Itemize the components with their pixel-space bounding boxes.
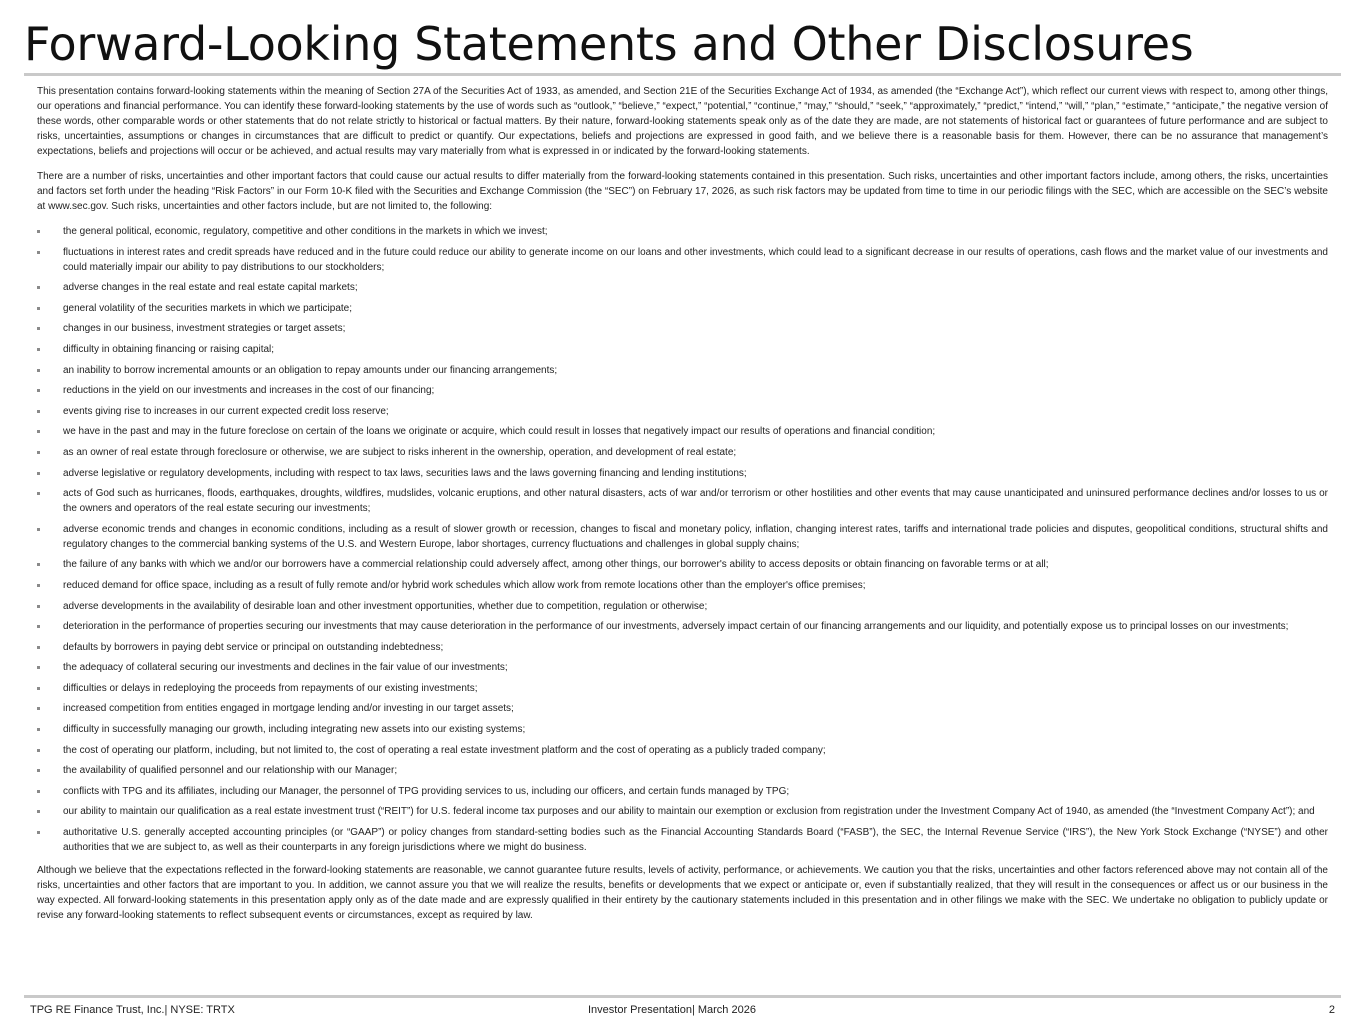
bullet-marker bbox=[37, 451, 40, 454]
risk-factor-item bbox=[37, 640, 1328, 655]
page-number: 2 bbox=[1328, 1004, 1335, 1016]
bullet-marker bbox=[37, 584, 40, 587]
risk-factor-text: adverse developments in the availability of desirable loan and other investment opportunities, whether due to competition, regulation or otherwise; bbox=[63, 600, 708, 612]
risk-factor-item bbox=[37, 522, 1328, 552]
bullet-marker bbox=[37, 605, 40, 608]
risk-factor-item bbox=[37, 321, 1328, 336]
risk-factor-item bbox=[37, 763, 1328, 778]
risk-factor-item bbox=[37, 681, 1328, 696]
risk-factor-item bbox=[37, 245, 1328, 275]
risk-factor-item bbox=[37, 383, 1328, 398]
risk-factor-item bbox=[37, 486, 1328, 516]
bullet-marker bbox=[37, 728, 40, 731]
risk-factor-text: increased competition from entities engaged in mortgage lending and/or investing in our target assets; bbox=[63, 703, 514, 715]
bullet-marker bbox=[37, 348, 40, 351]
footer-company: TPG RE Finance Trust, Inc.| NYSE: TRTX bbox=[30, 1004, 235, 1016]
risk-factor-item bbox=[37, 660, 1328, 675]
risk-factor-item bbox=[37, 743, 1328, 758]
risk-factor-item bbox=[37, 804, 1328, 819]
bullet-marker bbox=[37, 749, 40, 752]
risk-factor-item bbox=[37, 301, 1328, 316]
risk-factor-text: the adequacy of collateral securing our investments and declines in the fair value of our investments; bbox=[63, 662, 508, 674]
risk-factor-item bbox=[37, 404, 1328, 419]
risk-factor-item bbox=[37, 599, 1328, 614]
risk-factor-text: adverse economic trends and changes in economic conditions, including as a result of slower growth or recession, changes to fiscal and monetary policy, inflation, changing interest rates, tariffs and international trade policies and disputes, geopolitical conditions, structural shifts and regulatory changes to the commercial banking systems of the U.S. and Western Europe, labor shortages, currency fluctuations and challenges in global supply chains; bbox=[63, 523, 1328, 550]
risk-intro-paragraph: There are a number of risks, uncertainties and other important factors that could cause our actual results to differ materially from the forward-looking statements contained in this presentation. Such risks, uncertainties and other important factors include, among others, the risks, uncertainties and factors set forth under the heading “Risk Factors” in our Form 10-K filed with the Securities and Exchange Commission (the “SEC”) on February 17, 2026, as such risk factors may be updated from time to time in our periodic filings with the SEC, which are accessible on the SEC’s website at www.sec.gov. Such risks, uncertainties and other factors include, but are not limited to, the following: bbox=[37, 171, 1328, 212]
bullet-marker bbox=[37, 769, 40, 772]
risk-factor-text: events giving rise to increases in our current expected credit loss reserve; bbox=[63, 405, 389, 417]
bullet-marker bbox=[37, 810, 40, 813]
risk-factor-text: difficulty in obtaining financing or raising capital; bbox=[63, 343, 275, 355]
bullet-marker bbox=[37, 492, 40, 495]
risk-factor-text: acts of God such as hurricanes, floods, earthquakes, droughts, wildfires, mudslides, volcanic eruptions, and other natural disasters, acts of war and/or terrorism or other hostilities and other events that may cause unanticipated and uninsured performance declines and/or losses to us or the owners and operators of the real estate securing our investments; bbox=[63, 488, 1328, 515]
risk-factor-item bbox=[37, 466, 1328, 481]
risk-factor-text: general volatility of the securities markets in which we participate; bbox=[63, 302, 353, 314]
risk-factor-item bbox=[37, 445, 1328, 460]
risk-factor-text: difficulty in successfully managing our growth, including integrating new assets into our existing systems; bbox=[63, 724, 526, 736]
risk-factor-item bbox=[37, 825, 1328, 855]
bullet-marker bbox=[37, 563, 40, 566]
bullet-marker bbox=[37, 369, 40, 372]
risk-factor-text: the failure of any banks with which we and/or our borrowers have a commercial relationship could adversely affect, among other things, our borrower's ability to access deposits or obtain financing on favorable terms or at all; bbox=[63, 559, 1049, 571]
risk-factor-text: conflicts with TPG and its affiliates, including our Manager, the personnel of TPG providing services to us, including our officers, and certain funds managed by TPG; bbox=[63, 785, 790, 797]
risk-factor-text: difficulties or delays in redeploying the proceeds from repayments of our existing investments; bbox=[63, 682, 478, 694]
risk-factor-text: the cost of operating our platform, including, but not limited to, the cost of operating a real estate investment platform and the cost of operating as a publicly traded company; bbox=[63, 744, 826, 756]
risk-factor-list bbox=[37, 224, 1328, 855]
intro-paragraph: This presentation contains forward-looking statements within the meaning of Section 27A of the Securities Act of 1933, as amended, and Section 21E of the Securities Exchange Act of 1934, as amended (the “Exchange Act”), which reflect our current views with respect to, among other things, our operations and financial performance. You can identify these forward-looking statements by the use of words such as “outlook,” “believe,” “expect,” “potential,” “continue,” “may,” “should,” “seek,” “approximately,” “predict,” “intend,” “will,” “plan,” “estimate,” “anticipate,” the negative version of these words, other comparable words or other statements that do not relate strictly to historical or factual matters. By their nature, forward-looking statements speak only as of the date they are made, are not statements of historical fact or guarantees of future performance and are subject to risks, uncertainties, assumptions or changes in circumstances that are difficult to predict or quantify. Our expectations, beliefs and projections are expressed in good faith, and we believe there is a reasonable basis for them. However, there can be no assurance that management’s expectations, beliefs and projections will occur or be achieved, and actual results may vary materially from what is expressed in or indicated by the forward-looking statements. bbox=[37, 86, 1328, 157]
bullet-marker bbox=[37, 831, 40, 834]
bullet-marker bbox=[37, 646, 40, 649]
disclosure-body bbox=[37, 84, 1328, 933]
bullet-marker bbox=[37, 230, 40, 233]
risk-factor-item bbox=[37, 701, 1328, 716]
bullet-marker bbox=[37, 687, 40, 690]
risk-factor-text: the general political, economic, regulatory, competitive and other conditions in the markets in which we invest; bbox=[63, 226, 548, 237]
risk-factor-item bbox=[37, 224, 1328, 239]
bullet-marker bbox=[37, 528, 40, 531]
risk-factor-text: changes in our business, investment strategies or target assets; bbox=[63, 323, 346, 335]
bullet-marker bbox=[37, 625, 40, 628]
risk-factor-text: the availability of qualified personnel and our relationship with our Manager; bbox=[63, 765, 398, 777]
bullet-marker bbox=[37, 286, 40, 289]
bullet-marker bbox=[37, 430, 40, 433]
title-divider bbox=[24, 73, 1341, 76]
risk-factor-item bbox=[37, 722, 1328, 737]
risk-factor-text: an inability to borrow incremental amounts or an obligation to repay amounts under our financing arrangements; bbox=[63, 364, 558, 376]
risk-factor-item bbox=[37, 619, 1328, 634]
risk-factor-text: deterioration in the performance of properties securing our investments that may cause deterioration in the performance of our investments, adversely impact certain of our financing arrangements and our liquidity, and potentially expose us to principal losses on our investments; bbox=[63, 621, 1289, 633]
risk-factor-text: authoritative U.S. generally accepted accounting principles (or “GAAP”) or policy changes from standard-setting bodies such as the Financial Accounting Standards Board (“FASB”), the SEC, the Internal Revenue Service (“IRS”), the New York Stock Exchange (“NYSE”) and other authorities that we are subject to, as well as their counterparts in any foreign jurisdictions where we might do business. bbox=[63, 827, 1328, 854]
risk-factor-item bbox=[37, 557, 1328, 572]
bullet-marker bbox=[37, 707, 40, 710]
bullet-marker bbox=[37, 251, 40, 254]
risk-factor-item bbox=[37, 280, 1328, 295]
bullet-marker bbox=[37, 389, 40, 392]
risk-factor-text: adverse legislative or regulatory developments, including with respect to tax laws, securities laws and the laws governing financing and lending institutions; bbox=[63, 467, 747, 479]
risk-factor-text: defaults by borrowers in paying debt service or principal on outstanding indebtedness; bbox=[63, 641, 444, 653]
bullet-marker bbox=[37, 307, 40, 310]
risk-factor-text: we have in the past and may in the future foreclose on certain of the loans we originate or acquire, which could result in losses that negatively impact our results of operations and financial condition; bbox=[63, 426, 936, 438]
bullet-marker bbox=[37, 472, 40, 475]
risk-factor-item bbox=[37, 342, 1328, 357]
bullet-marker bbox=[37, 410, 40, 413]
risk-factor-text: adverse changes in the real estate and real estate capital markets; bbox=[63, 282, 358, 294]
risk-factor-text: as an owner of real estate through foreclosure or otherwise, we are subject to risks inherent in the ownership, operation, and development of real estate; bbox=[63, 446, 737, 458]
risk-factor-item bbox=[37, 424, 1328, 439]
footer-presentation-label: Investor Presentation| March 2026 bbox=[588, 1004, 756, 1016]
risk-factor-text: fluctuations in interest rates and credit spreads have reduced and in the future could reduce our ability to generate income on our loans and other investments, which could lead to a significant decrease in our results of operations, cash flows and the market value of our investments and could materially impair our ability to pay distributions to our stockholders; bbox=[63, 246, 1328, 273]
closing-paragraph: Although we believe that the expectations reflected in the forward-looking statements are reasonable, we cannot guarantee future results, levels of activity, performance, or achievements. We caution you that the risks, uncertainties and other factors referenced above may not contain all of the risks, uncertainties and other factors that are important to you. In addition, we cannot assure you that we will realize the results, benefits or developments that we expect or anticipate or, even if substantially realized, that they will result in the consequences or affect us or our business in the way expected. All forward-looking statements in this presentation apply only as of the date made and are expressly qualified in their entirety by the cautionary statements included in this presentation and in other filings we make with the SEC. We undertake no obligation to publicly update or revise any forward-looking statements to reflect subsequent events or circumstances, except as required by law. bbox=[37, 865, 1328, 922]
risk-factor-item bbox=[37, 363, 1328, 378]
footer-divider bbox=[24, 995, 1341, 998]
page-title: Forward-Looking Statements and Other Disclosures bbox=[24, 17, 1194, 71]
risk-factor-item bbox=[37, 578, 1328, 593]
bullet-marker bbox=[37, 666, 40, 669]
risk-factor-text: our ability to maintain our qualification as a real estate investment trust (“REIT”) for U.S. federal income tax purposes and our ability to maintain our exemption or exclusion from registration under the Investment Company Act of 1940, as amended (the “Investment Company Act”); and bbox=[63, 806, 1315, 818]
bullet-marker bbox=[37, 790, 40, 793]
risk-factor-item bbox=[37, 784, 1328, 799]
risk-factor-text: reductions in the yield on our investments and increases in the cost of our financing; bbox=[63, 385, 435, 397]
bullet-marker bbox=[37, 327, 40, 330]
risk-factor-text: reduced demand for office space, including as a result of fully remote and/or hybrid work schedules which allow work from remote locations other than the employer's office premises; bbox=[63, 579, 866, 591]
